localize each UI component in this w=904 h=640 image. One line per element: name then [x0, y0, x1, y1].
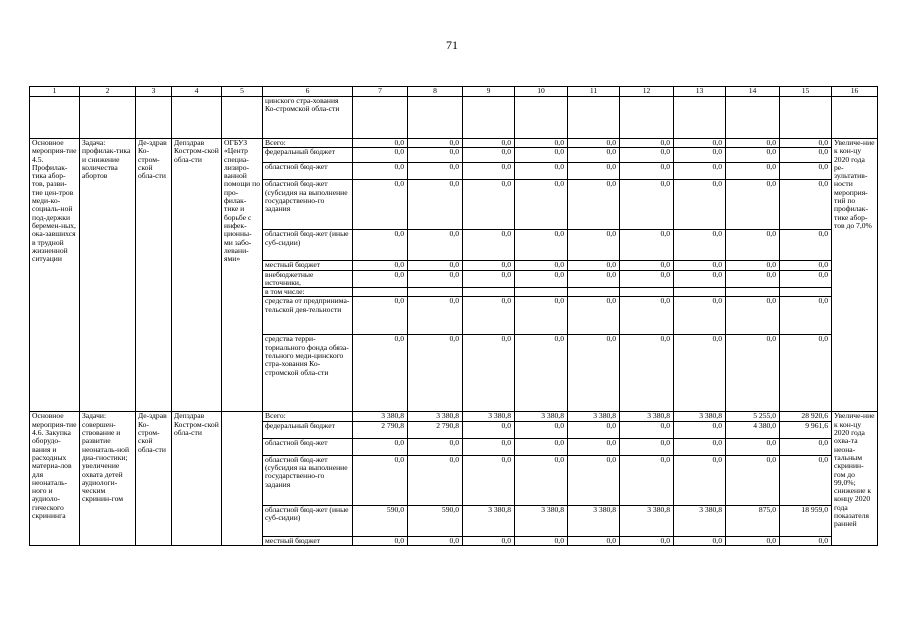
column-header: 15 — [780, 87, 832, 97]
value-cell: 3 380,8 — [568, 505, 620, 536]
value-cell: 0,0 — [408, 261, 463, 270]
funding-source-cell: средства от предпринима-тельской дея-тельности — [263, 297, 353, 335]
value-cell — [620, 288, 674, 297]
value-cell: 0,0 — [568, 180, 620, 230]
value-cell: 0,0 — [515, 297, 568, 335]
value-cell: 0,0 — [515, 421, 568, 438]
value-cell: 0,0 — [353, 148, 408, 163]
value-cell: 0,0 — [780, 180, 832, 230]
value-cell: 0,0 — [568, 139, 620, 148]
value-cell: 0,0 — [568, 163, 620, 180]
value-cell: 0,0 — [463, 163, 515, 180]
funding-source-cell: Всего: — [263, 412, 353, 421]
funding-source-cell: в том числе: — [263, 288, 353, 297]
column-header: 2 — [80, 87, 136, 97]
empty-cell — [780, 97, 832, 139]
value-cell: 0,0 — [353, 297, 408, 335]
empty-cell — [172, 97, 222, 139]
value-cell: 0,0 — [780, 163, 832, 180]
value-cell: 0,0 — [408, 335, 463, 412]
value-cell: 0,0 — [515, 139, 568, 148]
value-cell: 0,0 — [674, 180, 726, 230]
value-cell: 0,0 — [620, 270, 674, 288]
value-cell: 0,0 — [780, 536, 832, 545]
column-header: 4 — [172, 87, 222, 97]
value-cell: 0,0 — [353, 270, 408, 288]
value-cell: 5 255,0 — [726, 412, 780, 421]
executor-cell: Депздрав Костром-ской обла-сти — [172, 139, 222, 412]
column-header: 1 — [30, 87, 80, 97]
value-cell: 0,0 — [408, 139, 463, 148]
value-cell: 0,0 — [408, 230, 463, 261]
value-cell: 0,0 — [515, 270, 568, 288]
value-cell: 3 380,8 — [674, 505, 726, 536]
value-cell: 0,0 — [726, 536, 780, 545]
funding-source-cell: местный бюджет — [263, 536, 353, 545]
value-cell: 0,0 — [674, 297, 726, 335]
value-cell: 0,0 — [780, 230, 832, 261]
value-cell: 0,0 — [408, 163, 463, 180]
value-cell: 0,0 — [726, 180, 780, 230]
value-cell: 0,0 — [726, 297, 780, 335]
funding-source-cell: областной бюд-жет (иные суб-сидии) — [263, 505, 353, 536]
funding-source-cell: средства терри-ториального фонда обяза-тельного меди-цинского стра-хования Ко-стромской обла-сти — [263, 335, 353, 412]
value-cell: 0,0 — [674, 270, 726, 288]
value-cell: 0,0 — [463, 148, 515, 163]
value-cell — [674, 288, 726, 297]
activity-name-cell: Основное мероприя-тие 4.5. Профилак-тика абор-тов, разви-тие цен-тров меди-ко-социаль-ной под-держки беремен-ных, ока-завшихся в трудной жизненной ситуации — [30, 139, 80, 412]
column-header: 13 — [674, 87, 726, 97]
value-cell: 3 380,8 — [463, 505, 515, 536]
empty-cell — [568, 97, 620, 139]
value-cell — [408, 288, 463, 297]
value-cell: 0,0 — [620, 536, 674, 545]
expected-result-cell: Увеличе-ние к кон-цу 2020 года ре-зультатив-ности мероприя-тий по профилак-тике абор-тов до 7,0% — [832, 139, 878, 412]
value-cell: 0,0 — [463, 297, 515, 335]
column-header: 10 — [515, 87, 568, 97]
value-cell: 3 380,8 — [620, 505, 674, 536]
empty-cell — [674, 97, 726, 139]
value-cell: 0,0 — [353, 455, 408, 505]
value-cell: 0,0 — [463, 536, 515, 545]
value-cell: 0,0 — [568, 335, 620, 412]
value-cell — [726, 288, 780, 297]
value-cell — [353, 288, 408, 297]
value-cell: 0,0 — [353, 163, 408, 180]
value-cell: 0,0 — [726, 148, 780, 163]
value-cell — [463, 288, 515, 297]
value-cell: 0,0 — [674, 261, 726, 270]
value-cell: 0,0 — [568, 536, 620, 545]
column-header: 7 — [353, 87, 408, 97]
value-cell: 0,0 — [780, 139, 832, 148]
table-row — [30, 412, 878, 421]
value-cell: 2 790,8 — [408, 421, 463, 438]
value-cell: 0,0 — [515, 438, 568, 455]
value-cell: 0,0 — [463, 261, 515, 270]
value-cell: 0,0 — [674, 455, 726, 505]
column-header: 12 — [620, 87, 674, 97]
value-cell: 28 920,6 — [780, 412, 832, 421]
value-cell: 0,0 — [408, 536, 463, 545]
table-row — [30, 139, 878, 148]
department-cell: Де-здрав Ко-стром-ской обла-сти — [136, 139, 172, 412]
value-cell: 0,0 — [515, 148, 568, 163]
value-cell: 3 380,8 — [353, 412, 408, 421]
continuation-row — [30, 97, 878, 139]
value-cell: 0,0 — [620, 163, 674, 180]
value-cell: 4 380,0 — [726, 421, 780, 438]
empty-cell — [136, 97, 172, 139]
column-header: 5 — [222, 87, 263, 97]
empty-cell — [515, 97, 568, 139]
column-header: 6 — [263, 87, 353, 97]
value-cell: 0,0 — [408, 270, 463, 288]
value-cell: 0,0 — [620, 438, 674, 455]
column-header: 3 — [136, 87, 172, 97]
funding-source-cell: областной бюд-жет (субсидия на выполнение государственно-го задания — [263, 180, 353, 230]
value-cell: 0,0 — [674, 148, 726, 163]
value-cell: 0,0 — [674, 536, 726, 545]
value-cell: 0,0 — [515, 335, 568, 412]
empty-cell — [463, 97, 515, 139]
organization-cell: ОГБУЗ «Центр специа-лизиро-ванной помощи по про-филак-тике и борьбе с инфек-ционны-ми забо-левани-ями» — [222, 139, 263, 412]
value-cell: 0,0 — [353, 139, 408, 148]
department-cell: Де-здрав Ко-стром-ской обла-сти — [136, 412, 172, 546]
value-cell — [780, 288, 832, 297]
column-header: 11 — [568, 87, 620, 97]
value-cell: 0,0 — [674, 335, 726, 412]
value-cell: 0,0 — [726, 438, 780, 455]
value-cell: 0,0 — [780, 148, 832, 163]
value-cell: 875,0 — [726, 505, 780, 536]
value-cell — [515, 288, 568, 297]
empty-cell — [726, 97, 780, 139]
value-cell: 0,0 — [463, 335, 515, 412]
value-cell: 0,0 — [568, 270, 620, 288]
value-cell: 0,0 — [568, 148, 620, 163]
value-cell: 0,0 — [674, 421, 726, 438]
funding-source-cell: внебюджетные источники, — [263, 270, 353, 288]
value-cell: 0,0 — [408, 297, 463, 335]
value-cell: 0,0 — [515, 163, 568, 180]
value-cell: 0,0 — [620, 455, 674, 505]
funding-source-cell: Всего: — [263, 139, 353, 148]
empty-cell — [80, 97, 136, 139]
value-cell: 3 380,8 — [674, 412, 726, 421]
empty-cell — [832, 97, 878, 139]
value-cell: 3 380,8 — [463, 412, 515, 421]
funding-source-cell: цинского стра-хования Ко-стромской обла-сти — [263, 97, 353, 139]
value-cell: 0,0 — [620, 297, 674, 335]
value-cell: 0,0 — [353, 335, 408, 412]
value-cell: 0,0 — [568, 261, 620, 270]
organization-cell — [222, 412, 263, 546]
value-cell: 0,0 — [726, 335, 780, 412]
page-number: 71 — [446, 38, 458, 52]
value-cell: 0,0 — [353, 180, 408, 230]
header-row — [30, 87, 878, 97]
expected-result-cell: Увеличе-ние к кон-цу 2020 года охва-та неона-тальным скринин-гом до 99,0%; снижение к концу 2020 года показателя ранней — [832, 412, 878, 546]
empty-cell — [408, 97, 463, 139]
value-cell: 0,0 — [674, 230, 726, 261]
value-cell: 2 790,8 — [353, 421, 408, 438]
value-cell: 0,0 — [620, 421, 674, 438]
value-cell: 0,0 — [463, 421, 515, 438]
value-cell: 0,0 — [620, 148, 674, 163]
value-cell: 0,0 — [353, 230, 408, 261]
value-cell: 0,0 — [674, 438, 726, 455]
column-header: 8 — [408, 87, 463, 97]
value-cell: 0,0 — [780, 335, 832, 412]
value-cell: 0,0 — [568, 438, 620, 455]
funding-source-cell: федеральный бюджет — [263, 421, 353, 438]
value-cell: 0,0 — [515, 230, 568, 261]
value-cell: 0,0 — [620, 180, 674, 230]
value-cell: 0,0 — [463, 438, 515, 455]
value-cell — [568, 288, 620, 297]
value-cell: 0,0 — [515, 536, 568, 545]
value-cell: 0,0 — [726, 455, 780, 505]
value-cell: 0,0 — [353, 261, 408, 270]
value-cell: 0,0 — [620, 261, 674, 270]
value-cell: 0,0 — [568, 455, 620, 505]
funding-table — [29, 86, 878, 546]
funding-source-cell: областной бюд-жет — [263, 438, 353, 455]
value-cell: 590,0 — [408, 505, 463, 536]
empty-cell — [620, 97, 674, 139]
task-cell: Задача: профилак-тика и снижение количества абортов — [80, 139, 136, 412]
value-cell: 0,0 — [726, 139, 780, 148]
value-cell: 0,0 — [463, 270, 515, 288]
task-cell: Задачи: совершен-ствование и развитие неонаталь-ной диа-гностики; увеличение охвата детей аудиологи-ческим скринин-гом — [80, 412, 136, 546]
funding-source-cell: местный бюджет — [263, 261, 353, 270]
value-cell: 0,0 — [408, 148, 463, 163]
executor-cell: Депздрав Костром-ской обла-сти — [172, 412, 222, 546]
value-cell: 0,0 — [780, 455, 832, 505]
value-cell: 3 380,8 — [568, 412, 620, 421]
value-cell: 3 380,8 — [620, 412, 674, 421]
value-cell: 0,0 — [620, 139, 674, 148]
activity-name-cell: Основное мероприя-тие 4.6. Закупка оборудо-вания и расходных материа-лов для неонаталь-ного и аудиоло-гического скрининга — [30, 412, 80, 546]
value-cell: 3 380,8 — [408, 412, 463, 421]
value-cell: 0,0 — [780, 261, 832, 270]
value-cell: 0,0 — [463, 455, 515, 505]
value-cell: 18 959,0 — [780, 505, 832, 536]
value-cell: 0,0 — [726, 163, 780, 180]
value-cell: 0,0 — [353, 536, 408, 545]
value-cell: 0,0 — [674, 163, 726, 180]
value-cell: 0,0 — [408, 455, 463, 505]
empty-cell — [222, 97, 263, 139]
value-cell: 9 961,6 — [780, 421, 832, 438]
value-cell: 0,0 — [726, 261, 780, 270]
column-header: 16 — [832, 87, 878, 97]
value-cell: 0,0 — [726, 270, 780, 288]
empty-cell — [30, 97, 80, 139]
value-cell: 0,0 — [463, 230, 515, 261]
value-cell: 0,0 — [515, 261, 568, 270]
value-cell: 0,0 — [780, 297, 832, 335]
value-cell: 0,0 — [408, 438, 463, 455]
funding-source-cell: областной бюд-жет (субсидия на выполнение государственно-го задания — [263, 455, 353, 505]
value-cell: 3 380,8 — [515, 412, 568, 421]
value-cell: 0,0 — [780, 270, 832, 288]
value-cell: 0,0 — [515, 455, 568, 505]
empty-cell — [353, 97, 408, 139]
value-cell: 590,0 — [353, 505, 408, 536]
value-cell: 0,0 — [463, 180, 515, 230]
value-cell: 3 380,8 — [515, 505, 568, 536]
column-header: 14 — [726, 87, 780, 97]
value-cell: 0,0 — [568, 421, 620, 438]
value-cell: 0,0 — [568, 230, 620, 261]
value-cell: 0,0 — [353, 438, 408, 455]
value-cell: 0,0 — [515, 180, 568, 230]
value-cell: 0,0 — [408, 180, 463, 230]
column-header: 9 — [463, 87, 515, 97]
funding-source-cell: областной бюд-жет (иные суб-сидии) — [263, 230, 353, 261]
value-cell: 0,0 — [780, 438, 832, 455]
value-cell: 0,0 — [674, 139, 726, 148]
value-cell: 0,0 — [620, 335, 674, 412]
value-cell: 0,0 — [620, 230, 674, 261]
value-cell: 0,0 — [463, 139, 515, 148]
value-cell: 0,0 — [726, 230, 780, 261]
funding-source-cell: областной бюд-жет — [263, 163, 353, 180]
value-cell: 0,0 — [568, 297, 620, 335]
funding-source-cell: федеральный бюджет — [263, 148, 353, 163]
